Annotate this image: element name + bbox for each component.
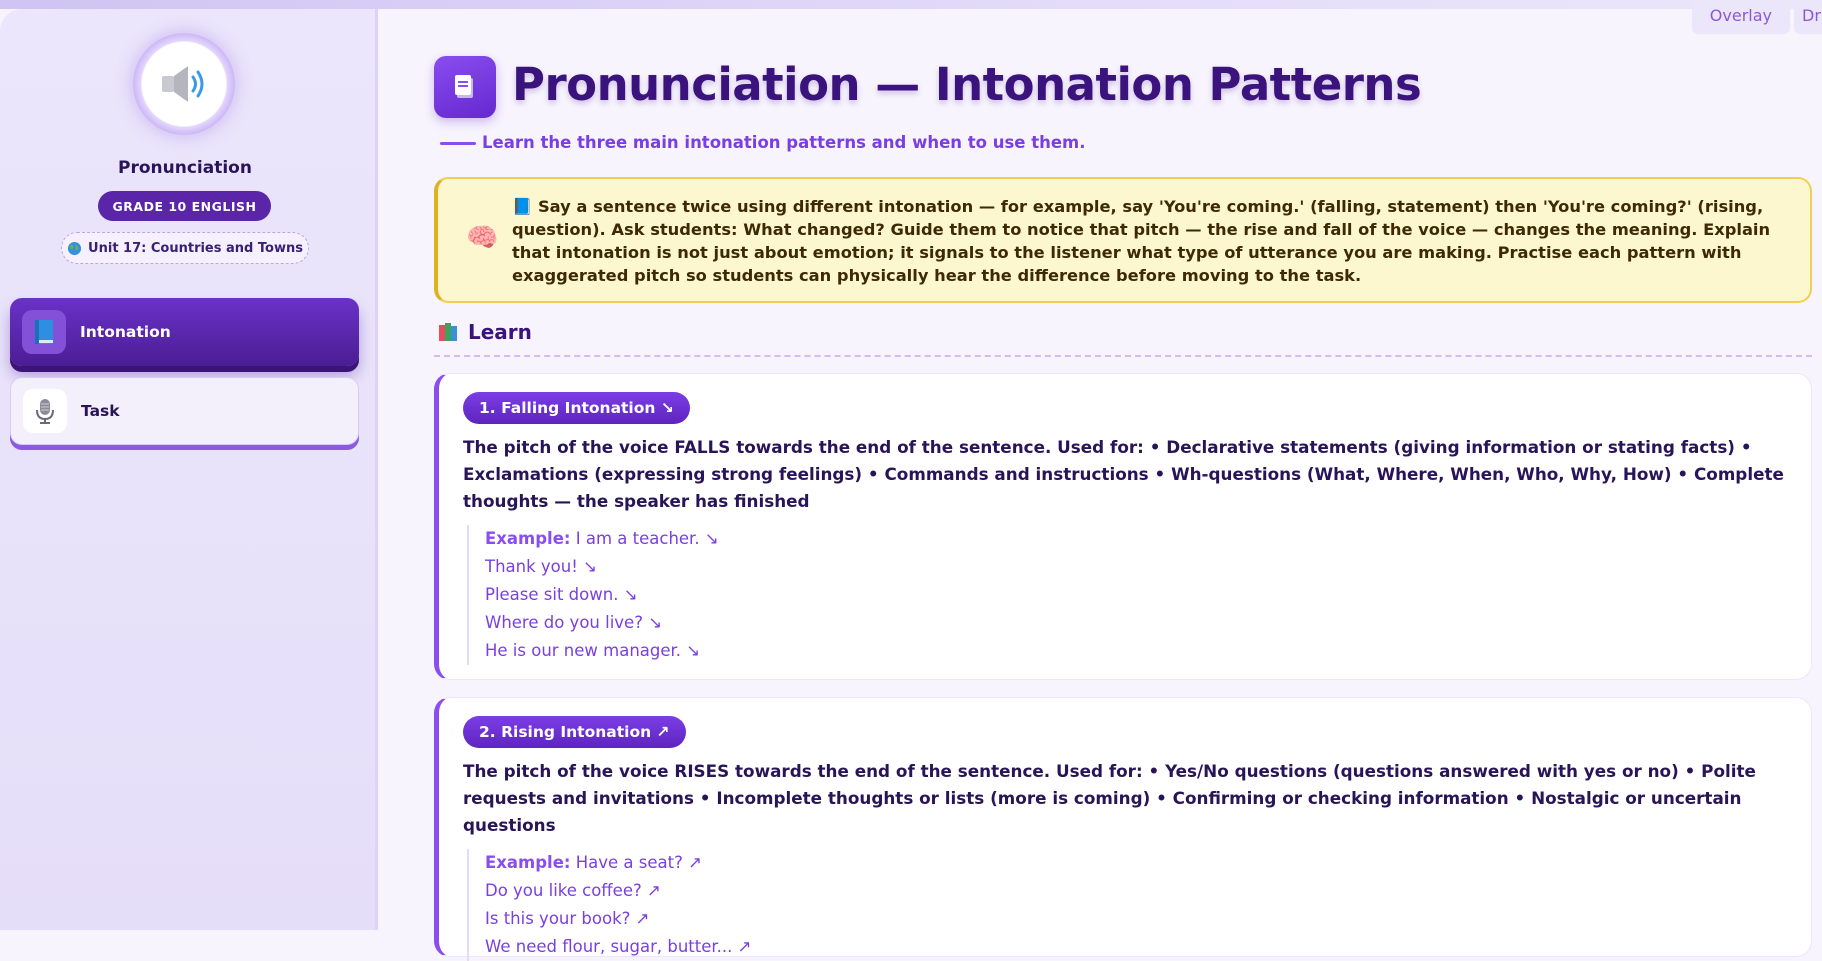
sidebar-item-task[interactable] [10,377,359,445]
list-item: He is our new manager. ↘ [485,641,701,660]
pattern-card-falling [434,373,1812,680]
pattern-pill: 1. Falling Intonation ↘ [463,392,690,424]
sidebar-title: Pronunciation [118,158,252,178]
globe-icon [67,241,82,256]
grade-badge: GRADE 10 ENGLISH [98,191,271,221]
list-item: Example: Have a seat? ↗ [485,853,702,872]
list-item: Where do you live? ↘ [485,613,663,632]
overlay-tab[interactable]: Overlay [1692,0,1790,34]
page-title: Pronunciation — Intonation Patterns [512,58,1422,111]
section-title: Learn [468,320,532,344]
teacher-tip [434,177,1812,303]
sidebar-item-label: Task [81,402,120,420]
pattern-pill: 2. Rising Intonation ↗ [463,716,686,748]
examples-list [467,525,1787,665]
document-icon [452,72,478,102]
main-content [434,0,1812,956]
list-item: Thank you! ↘ [485,557,597,576]
list-item: Do you like coffee? ↗ [485,881,661,900]
list-item: We need flour, sugar, butter... ↗ [485,937,752,956]
dr-tab[interactable]: Dr [1794,0,1822,34]
book-icon [32,318,56,346]
examples-list [467,849,1787,961]
brain-icon: 🧠 [466,223,499,253]
pattern-description: The pitch of the voice RISES towards the end of the sentence. Used for: • Yes/No questions (questions answered with yes or no) • Polite requests and invitations • Incomplete thoughts or lists (more is coming) • Confirming or checking information • Nostalgic or uncertain questions [463,761,1756,835]
top-tabs [1688,0,1822,34]
subtitle-accent [440,142,476,145]
list-item: Example: I am a teacher. ↘ [485,529,719,548]
list-item: Please sit down. ↘ [485,585,638,604]
unit-badge [61,232,309,264]
microphone-icon [34,397,56,425]
section-divider [434,355,1812,357]
speaker-icon [158,62,210,106]
pattern-description: The pitch of the voice FALLS towards the end of the sentence. Used for: • Declarative statements (giving information or stating facts) • Exclamations (expressing strong feelings) • Commands and instructions • Wh-questions (What, Where, When, Who, Why, How) • Complete thoughts — the speaker has finished [463,437,1784,511]
page-subtitle: Learn the three main intonation patterns and when to use them. [482,133,1086,152]
books-icon [438,321,460,343]
sidebar-item-intonation[interactable] [10,298,359,366]
pattern-card-rising [434,697,1812,957]
list-item: Is this your book? ↗ [485,909,650,928]
unit-label: Unit 17: Countries and Towns [88,240,303,256]
sidebar [0,9,378,930]
sidebar-item-label: Intonation [80,323,171,341]
page-icon [434,56,496,118]
section-header [438,320,532,344]
logo [133,33,235,135]
tip-text: 📘 Say a sentence twice using different intonation — for example, say 'You're coming.' (falling, statement) then 'You're coming?' (rising, question). Ask students: What changed? Guide them to notice that pitch — the rise and fall of the voice — changes the meaning. Explain that intonation is not just about emotion; it signals to the listener what type of utterance you are making. Practise each pattern with exaggerated pitch so students can physically hear the difference before moving to the task. [512,197,1771,285]
